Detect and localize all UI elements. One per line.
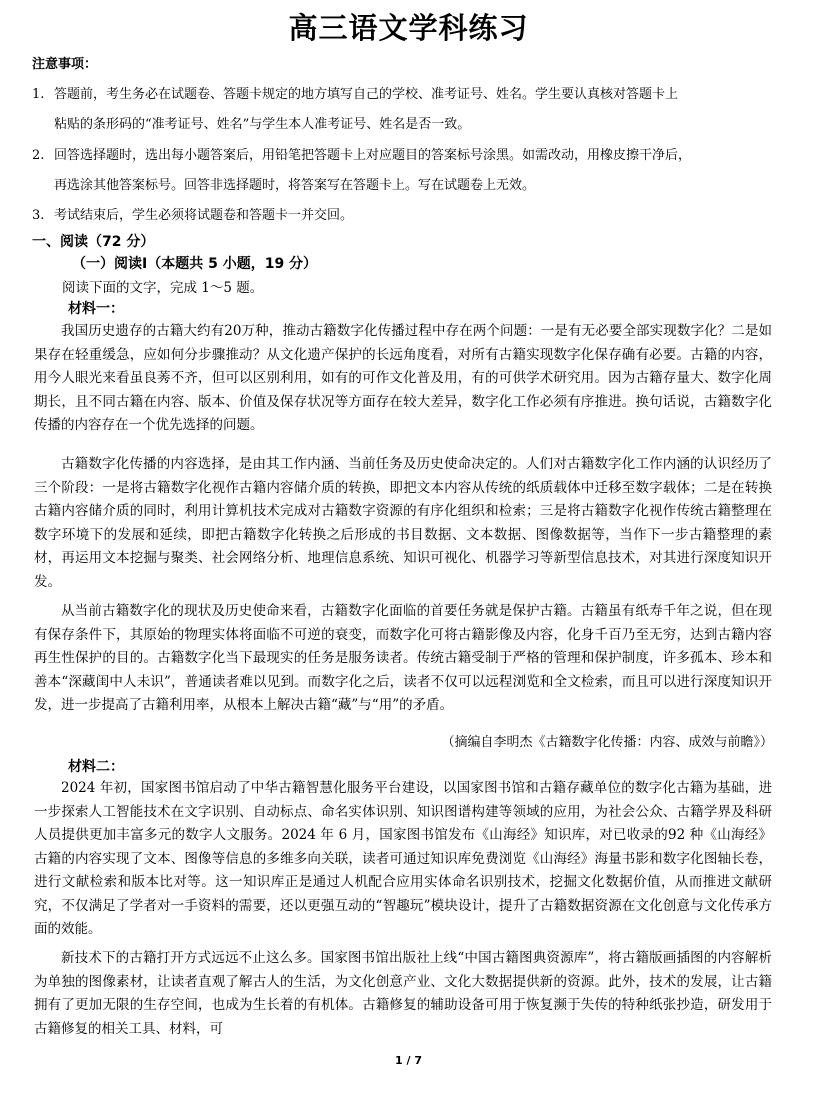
material-2-paragraph: 2024 年初，国家图书馆启动了中华古籍智慧化服务平台建设，以国家图书馆和古籍存藏单位的数字化古籍为基础，进一步探索人工智能技术在文字识别、自动标点、命名实体识别、知识图谱构建等领域的应用，为社会公众、古籍学界及科研人员提供更加丰富多元的数字人文服务。2024 年 6 月，国家图书馆发布《山海经》知识库，对已收录的92 种《山海经》古籍的内容实现了文本、图像等信息的多维多向关联，读者可通过知识库免费浏览《山海经》海量书影和数字化图轴长卷，进行文献检索和版本比对等。这一知识库正是通过人机配合应用实体命名识别技术，挖掘文化数据价值，从而推进文献研究，不仅满足了学者对一手资料的需要，还以更强互动的“智趣玩”模块设计，提升了古籍数据资源在文化创意与文化传承方面的效能。	[34, 780, 772, 937]
material-2-label: 材料二：	[68, 759, 124, 775]
notice-item-1-continued: 粘贴的条形码的“准考证号、姓名”与学生本人准考证号、姓名是否一致。	[54, 117, 471, 132]
material-2-paragraph: 新技术下的古籍打开方式远远不止这么多。国家图书馆出版社上线“中国古籍图典资源库”，将古籍版画插图的内容解析为单独的图像素材，让读者直观了解古人的生活，为文化创意产业、文化大数据提供新的资源。此外，技术的发展，让古籍拥有了更加无限的生存空间，也成为生长着的有机体。古籍修复的辅助设备可用于恢复濒于失传的特种纸张抄造，研发用于古籍修复的相关工具、材料，可	[34, 950, 772, 1037]
material-1-source: （摘编自李明杰《古籍数字化传播：内容、成效与前瞻》）	[441, 735, 773, 750]
reading-instruction: 阅读下面的文字，完成 1～5 题。	[62, 280, 264, 296]
subsection-heading: （一）阅读Ⅰ（本题共 5 小题，19 分）	[72, 256, 318, 272]
page-number: 1 / 7	[395, 1054, 422, 1067]
material-1-paragraph: 从当前古籍数字化的现状及历史使命来看，古籍数字化面临的首要任务就是保护古籍。古籍虽有纸寿千年之说，但在现有保存条件下，其原始的物理实体将面临不可逆的衰变，而数字化可将古籍影像及内容，化身千百乃至无穷，达到古籍内容再生性保护的目的。古籍数字化当下最现实的任务是服务读者。传统古籍受制于严格的管理和保护制度，许多孤本、珍本和善本“深藏闺中人未识”，普通读者难以见到。而数字化之后，读者不仅可以远程浏览和全文检索，而且可以进行深度知识开发，进一步提高了古籍利用率，从根本上解决古籍“藏”与“用”的矛盾。	[34, 603, 772, 713]
notice-item-3	[32, 207, 792, 225]
notice-heading: 注意事项：	[32, 57, 98, 72]
notice-item-2-continued: 再选涂其他答案标号。回答非选择题时，将答案写在答题卡上。写在试题卷上无效。	[54, 178, 536, 193]
notice-text: 答题前，考生务必在试题卷、答题卡规定的地方填写自己的学校、准考证号、姓名。学生要认真核对答题卡上	[54, 87, 679, 102]
notice-item-1	[32, 86, 792, 104]
material-1-label: 材料一：	[68, 301, 124, 317]
notice-text: 考试结束后，学生必须将试题卷和答题卡一并交回。	[54, 208, 354, 223]
material-1-paragraph: 我国历史遗存的古籍大约有20万种，推动古籍数字化传播过程中存在两个问题：一是有无必要全部实现数字化？二是如果存在轻重缓急，应如何分步骤推动？从文化遗产保护的长远角度看，对所有古籍实现数字化保存确有必要。古籍的内容，用今人眼光来看虽良莠不齐，但可以区别利用，如有的可作文化普及用，有的可供学术研究用。因为古籍存量大、数字化周期长，且不同古籍在内容、版本、价值及保存状况等方面存在较大差异，数字化工作必须有序推进。换句话说，古籍数字化传播的内容存在一个优先选择的问题。	[34, 323, 772, 433]
section-heading: 一、阅读（72 分）	[32, 234, 155, 250]
notice-text: 回答选择题时，选出每小题答案后，用铅笔把答题卡上对应题目的答案标号涂黑。如需改动，用橡皮擦干净后，	[54, 148, 692, 163]
notice-item-2	[32, 147, 792, 165]
material-1-paragraph: 古籍数字化传播的内容选择，是由其工作内涵、当前任务及历史使命决定的。人们对古籍数字化工作内涵的认识经历了三个阶段：一是将古籍数字化视作古籍内容储介质的转换，即把文本内容从传统的纸质载体中迁移至数字载体；二是在转换古籍内容储介质的同时，利用计算机技术完成对古籍数字资源的有序化组织和检索；三是将古籍数字化视作传统古籍整理在数字环境下的发展和延续，即把古籍数字化转换之后形成的书目数据、文本数据、图像数据等，当作下一步古籍整理的素材，再运用文本挖掘与聚类、社会网络分析、地理信息系统、知识可视化、机器学习等新型信息技术，对其进行深度知识开发。	[34, 456, 772, 590]
notice-number: 2.	[32, 148, 45, 163]
notice-number: 1.	[32, 87, 45, 102]
page-title: 高三语文学科练习	[288, 11, 529, 45]
notice-number: 3.	[32, 208, 45, 223]
